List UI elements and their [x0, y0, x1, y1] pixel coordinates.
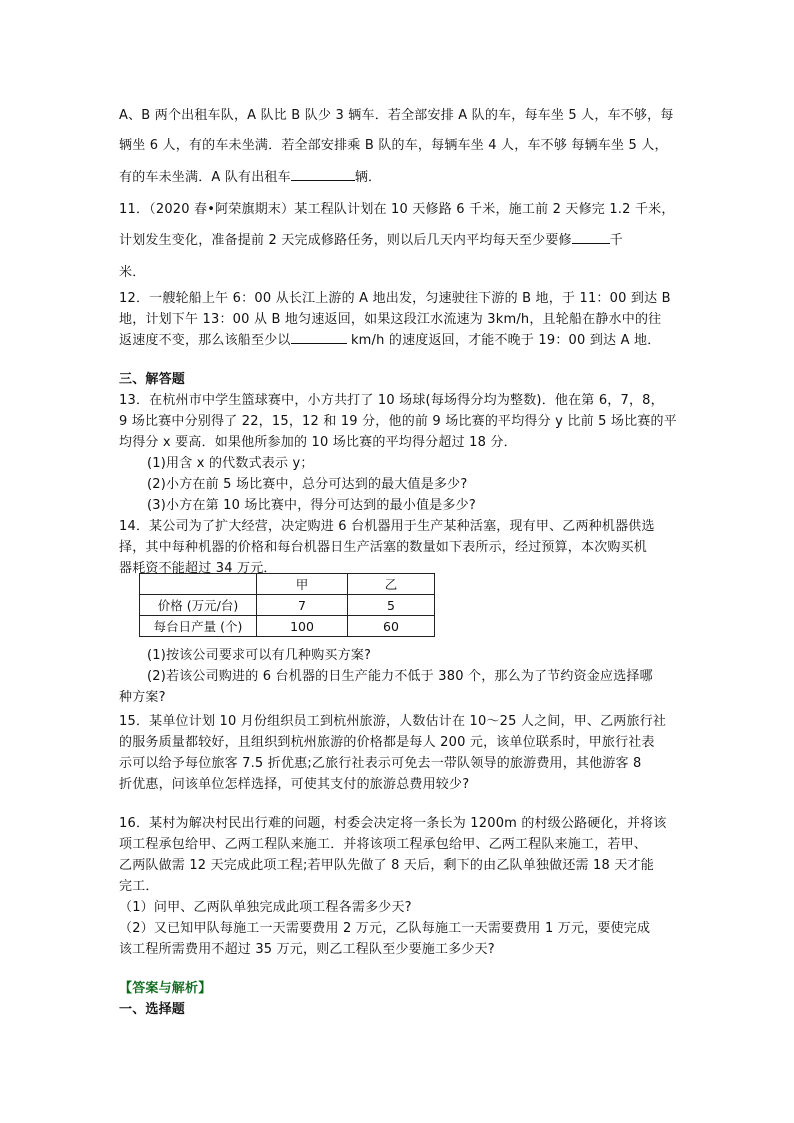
q14-line3: 器耗资不能超过 34 万元． [119, 561, 277, 576]
q13-line3: 均得分 x 要高．如果他所参加的 10 场比赛的平均得分超过 18 分． [119, 435, 517, 450]
q12-line3-b: km/h 的速度返回，才能不晚于 19：00 到达 A 地． [346, 333, 661, 348]
table-cell: 价格 (万元/台) [140, 595, 257, 616]
q15-line3-wrap [119, 752, 675, 771]
table-cell: 每台日产量 (个) [140, 616, 257, 637]
section-1-title: 一、选择题 [119, 1002, 186, 1017]
answer-blank [572, 232, 610, 244]
table-cell: 60 [348, 616, 435, 637]
q14-line1: 14．某公司为了扩大经营，决定购进 6 台机器用于生产某种活塞，现有甲、乙两种机器供选 [119, 519, 655, 534]
table-cell: 7 [257, 595, 348, 616]
q14-sub1-wrap [119, 644, 675, 663]
q10-line2-wrap [119, 134, 675, 153]
q10-line3-wrap [119, 166, 675, 185]
q15-line2: 的服务质量都较好，且组织到杭州旅游的价格都是每人 200 元，该单位联系时，甲旅行社表 [119, 735, 655, 750]
q13-line2-wrap [119, 410, 675, 429]
q16-sub1: （1）问甲、乙两队单独完成此项工程各需多少天? [119, 900, 412, 915]
q15-line4-wrap [119, 773, 675, 792]
q16-line4-wrap [119, 875, 675, 894]
q10-line3 [119, 166, 675, 185]
table-cell: 100 [257, 616, 348, 637]
q13-line3-wrap [119, 431, 675, 450]
q16-sub2: （2）又已知甲队每施工一天需要费用 2 万元，乙队每施工一天需要费用 1 万元，要使完成 [119, 921, 651, 936]
q10-line3-a: 有的车未坐满．A 队有出租车 [119, 170, 291, 185]
q16-sub1-wrap [119, 896, 675, 915]
q14-line2: 择，其中每种机器的价格和每台机器日生产活塞的数量如下表所示，经过预算，本次购买机 [119, 540, 648, 555]
q12-line3-wrap [119, 329, 675, 348]
q10-line3-b: 辆． [354, 170, 382, 185]
table-row [140, 616, 435, 637]
q16-line2: 项工程承包给甲、乙两工程队来施工．并将该项工程承包给甲、乙两工程队来施工，若甲、 [119, 837, 648, 852]
q11-line2 [119, 229, 675, 248]
q11-line3: 米． [119, 265, 146, 280]
section-3-title: 三、解答题 [119, 372, 186, 387]
q11-line2-wrap [119, 229, 675, 248]
question-15 [119, 710, 675, 729]
q14-sub2-cont: 种方案? [119, 690, 166, 705]
q16-line3: 乙两队做需 12 天完成此项工程;若甲队先做了 8 天后，剩下的由乙队单独做还需 18 天才能 [119, 858, 654, 873]
question-16 [119, 812, 675, 831]
question-11 [119, 198, 675, 217]
q11-line2-a: 计划发生变化，准备提前 2 天完成修路任务，则以后几天内平均每天至少要修 [119, 233, 572, 248]
q14-sub2-cont-wrap [119, 686, 675, 705]
table-row [140, 595, 435, 616]
table-header-row [140, 574, 435, 595]
q16-line3-wrap [119, 854, 675, 873]
answers-title: 【答案与解析】 [119, 981, 212, 996]
q11-line1: 11．（2020 春•阿荣旗期末）某工程队计划在 10 天修路 6 千米，施工前 2 天修完 1.2 千米， [119, 202, 675, 217]
q12-line2: 地，计划下午 13：00 从 B 地匀速返回，如果这段江水流速为 3km/h，且轮船在静水中的往 [119, 312, 662, 327]
section-3-wrap [119, 368, 675, 387]
question-13 [119, 389, 675, 408]
q13-line1: 13．在杭州市中学生篮球赛中，小方共打了 10 场球(每场得分均为整数)．他在第 6，7，8， [119, 393, 664, 408]
q12-line3 [119, 329, 675, 348]
q15-line4: 折优惠，问该单位怎样选择，可使其支付的旅游总费用较少? [119, 777, 470, 792]
q16-line1: 16．某村为解决村民出行难的问题，村委会决定将一条长为 1200m 的村级公路硬化，并将该 [119, 816, 667, 831]
q12-line3-a: 返速度不变，那么该船至少以 [119, 333, 291, 348]
q11-line3-wrap [119, 261, 675, 280]
q14-sub2-wrap [119, 665, 675, 684]
q16-sub2-cont: 该工程所需费用不超过 35 万元，则乙工程队至少要施工多少天? [119, 942, 495, 957]
q14-line2-wrap [119, 536, 675, 555]
table-cell: 5 [348, 595, 435, 616]
q12-line1: 12．一艘轮船上午 6：00 从长江上游的 A 地出发，匀速驶往下游的 B 地，于 11：00 到达 B [119, 291, 671, 306]
q13-sub1-wrap [119, 452, 675, 471]
q12-line2-wrap [119, 308, 675, 327]
q13-sub2: (2)小方在前 5 场比赛中，总分可达到的最大值是多少? [147, 477, 468, 492]
question-10 [119, 104, 675, 123]
q16-line2-wrap [119, 833, 675, 852]
q13-sub3-wrap [119, 494, 675, 513]
q14-sub1: (1)按该公司要求可以有几种购买方案? [147, 648, 372, 663]
answer-blank [291, 332, 347, 344]
q10-line1: A、B 两个出租车队，A 队比 B 队少 3 辆车．若全部安排 A 队的车，每车坐 5 人，车不够，每 [119, 108, 674, 123]
q15-line3: 示可以给予每位旅客 7.5 折优惠;乙旅行社表示可免去一带队领导的旅游费用，其他游客 8 [119, 756, 642, 771]
q13-sub2-wrap [119, 473, 675, 492]
table-header-cell: 甲 [257, 574, 348, 595]
table-header-cell: 乙 [348, 574, 435, 595]
q14-sub2: (2)若该公司购进的 6 台机器的日生产能力不低于 380 个，那么为了节约资金应选择哪 [147, 669, 653, 684]
table-header-cell [140, 574, 257, 595]
q16-line4: 完工． [119, 879, 159, 894]
q15-line2-wrap [119, 731, 675, 750]
q10-line2: 辆坐 6 人，有的车未坐满．若全部安排乘 B 队的车，每辆车坐 4 人，车不够 每辆车坐 5 人， [119, 138, 668, 153]
answer-blank [291, 169, 355, 181]
answers-wrap [119, 977, 675, 996]
q16-sub2-cont-wrap [119, 938, 675, 957]
q15-line1: 15．某单位计划 10 月份组织员工到杭州旅游，人数估计在 10～25 人之间，甲、乙两旅行社 [119, 714, 667, 729]
machine-table [139, 573, 435, 637]
question-14 [119, 515, 675, 534]
question-12 [119, 287, 675, 306]
section-1-wrap [119, 998, 675, 1017]
q13-sub1: (1)用含 x 的代数式表示 y； [147, 456, 314, 471]
q13-sub3: (3)小方在第 10 场比赛中，得分可达到的最小值是多少? [147, 498, 476, 513]
q13-line2: 9 场比赛中分别得了 22，15，12 和 19 分，他的前 9 场比赛的平均得分 y 比前 5 场比赛的平 [119, 414, 677, 429]
q11-line2-b: 千 [609, 233, 623, 248]
q16-sub2-wrap [119, 917, 675, 936]
